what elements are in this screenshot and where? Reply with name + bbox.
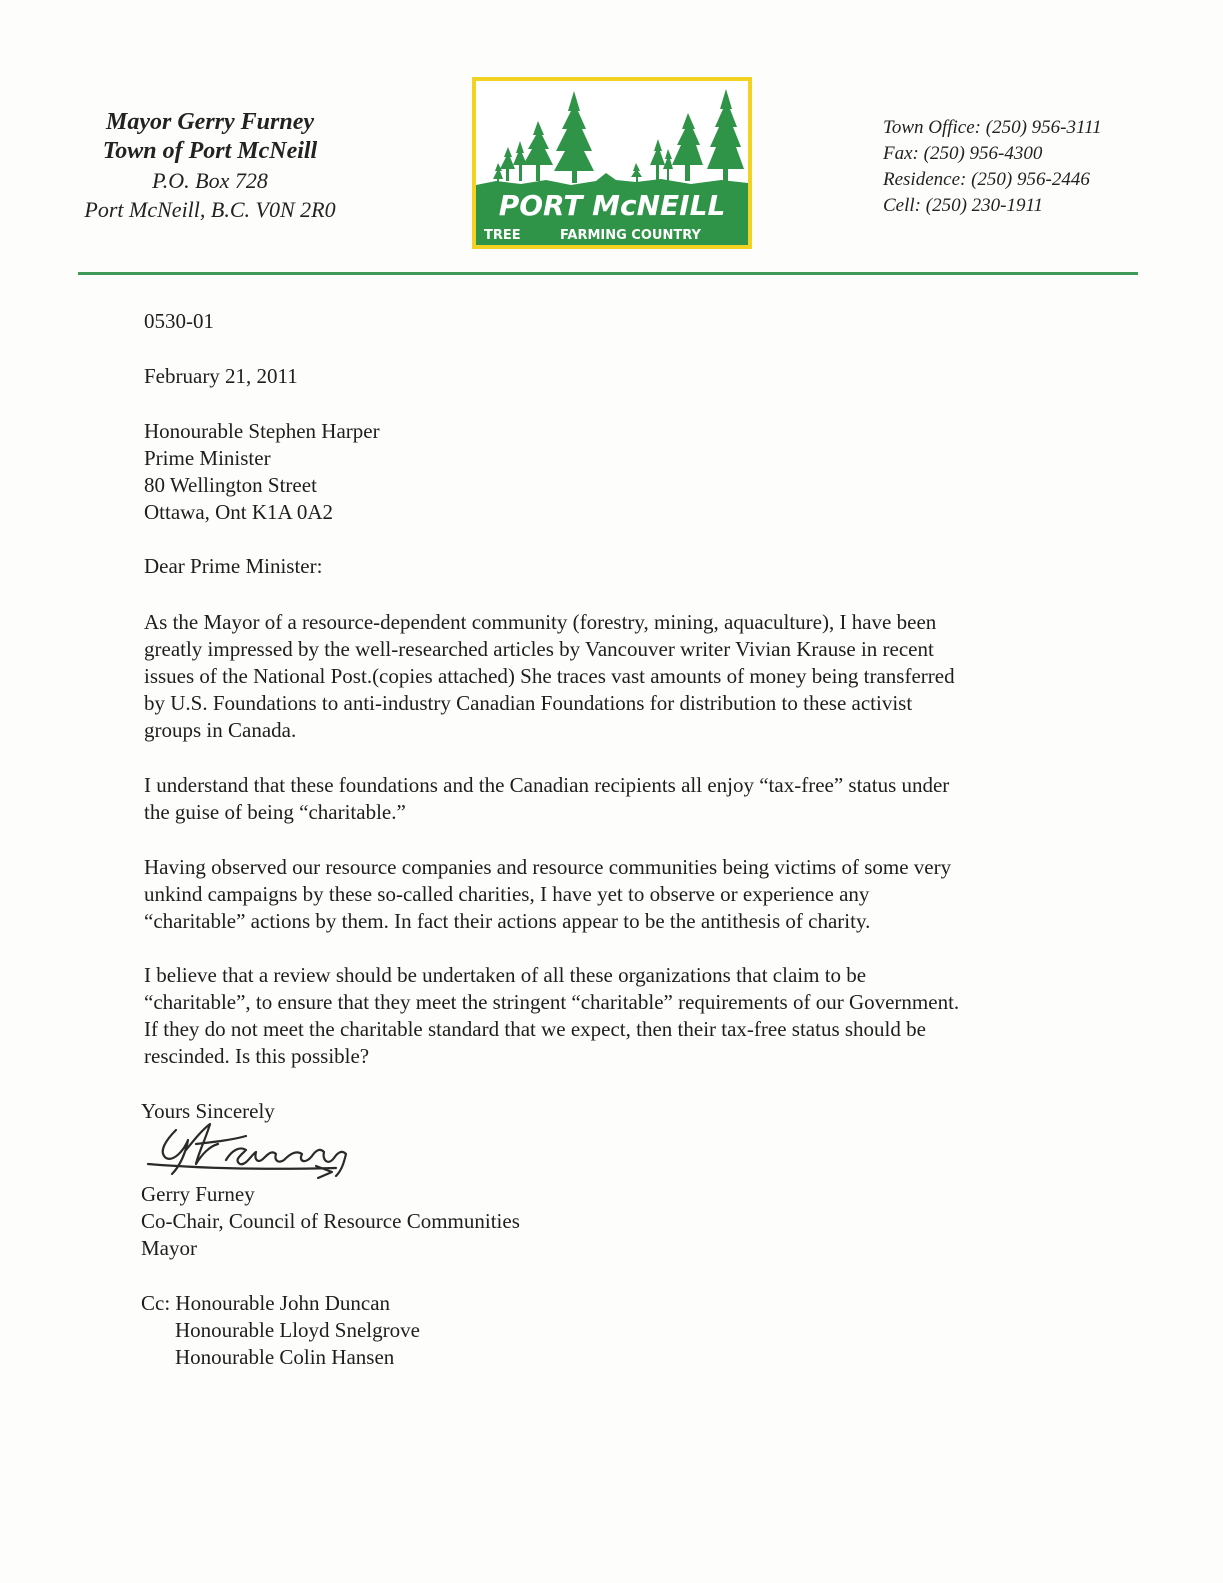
residence-phone: Residence: (250) 956-2446	[883, 169, 1090, 190]
recipient-address	[144, 418, 1084, 526]
signer-block	[141, 1181, 1081, 1262]
paragraph-line: the guise of being “charitable.”	[144, 800, 406, 824]
cc-line: Honourable Colin Hansen	[175, 1345, 395, 1369]
letterhead-sender-block	[62, 108, 358, 224]
salutation	[144, 553, 1084, 580]
recipient-line: Honourable Stephen Harper	[144, 419, 380, 443]
closing-text: Yours Sincerely	[141, 1099, 275, 1123]
sender-city: Port McNeill, B.C. V0N 2R0	[84, 197, 336, 222]
port-mcneill-logo	[472, 77, 752, 249]
logo-title: PORT McNEILL	[498, 189, 726, 222]
cc-list	[141, 1290, 1081, 1371]
date-text: February 21, 2011	[144, 364, 298, 388]
paragraph-line: If they do not meet the charitable standard that we expect, then their tax-free status should be	[144, 1017, 926, 1041]
paragraph-3	[144, 854, 1084, 935]
reference-number	[144, 308, 1084, 335]
paragraph-line: Having observed our resource companies and resource communities being victims of some very	[144, 855, 952, 879]
letterhead-divider	[78, 272, 1138, 275]
cc-line: Honourable Lloyd Snelgrove	[175, 1318, 420, 1342]
paragraph-line: greatly impressed by the well-researched articles by Vancouver writer Vivian Krause in recent	[144, 637, 934, 661]
sender-town: Town of Port McNeill	[102, 138, 318, 164]
reference-text: 0530-01	[144, 309, 214, 333]
paragraph-line: by U.S. Foundations to anti-industry Canadian Foundations for distribution to these activist	[144, 691, 913, 715]
cc-line: Cc: Honourable John Duncan	[141, 1291, 391, 1315]
paragraph-1	[144, 609, 1084, 744]
handwritten-signature	[136, 1110, 366, 1190]
signer-role: Mayor	[141, 1236, 197, 1260]
logo-graphic	[476, 81, 748, 245]
sender-name: Mayor Gerry Furney	[106, 109, 314, 135]
letter-date	[144, 363, 1084, 390]
paragraph-line: issues of the National Post.(copies attached) She traces vast amounts of money being transferred	[144, 664, 955, 688]
recipient-line: 80 Wellington Street	[144, 473, 317, 497]
paragraph-4	[144, 962, 1084, 1070]
cell-phone: Cell: (250) 230-1911	[883, 195, 1044, 216]
paragraph-line: “charitable” actions by them. In fact their actions appear to be the antithesis of charity.	[144, 909, 871, 933]
recipient-line: Ottawa, Ont K1A 0A2	[144, 500, 333, 524]
letterhead-contact-block	[883, 115, 1183, 219]
sender-po-box: P.O. Box 728	[152, 168, 268, 193]
paragraph-line: I believe that a review should be undertaken of all these organizations that claim to be	[144, 963, 867, 987]
paragraph-line: I understand that these foundations and the Canadian recipients all enjoy “tax-free” status under	[144, 773, 950, 797]
paragraph-line: unkind campaigns by these so-called charities, I have yet to observe or experience any	[144, 882, 870, 906]
logo-tagline-left: TREE	[484, 228, 521, 243]
fax-number: Fax: (250) 956-4300	[883, 143, 1043, 164]
signer-name: Gerry Furney	[141, 1182, 255, 1206]
paragraph-line: As the Mayor of a resource-dependent community (forestry, mining, aquaculture), I have been	[144, 610, 937, 634]
signer-title: Co-Chair, Council of Resource Communities	[141, 1209, 520, 1233]
paragraph-2	[144, 772, 1084, 826]
logo-tagline-right: FARMING COUNTRY	[560, 228, 701, 243]
paragraph-line: “charitable”, to ensure that they meet the stringent “charitable” requirements of our Government.	[144, 990, 960, 1014]
paragraph-line: rescinded. Is this possible?	[144, 1044, 370, 1068]
town-office-phone: Town Office: (250) 956-3111	[883, 117, 1102, 138]
salutation-text: Dear Prime Minister:	[144, 554, 323, 578]
paragraph-line: groups in Canada.	[144, 718, 297, 742]
recipient-line: Prime Minister	[144, 446, 271, 470]
